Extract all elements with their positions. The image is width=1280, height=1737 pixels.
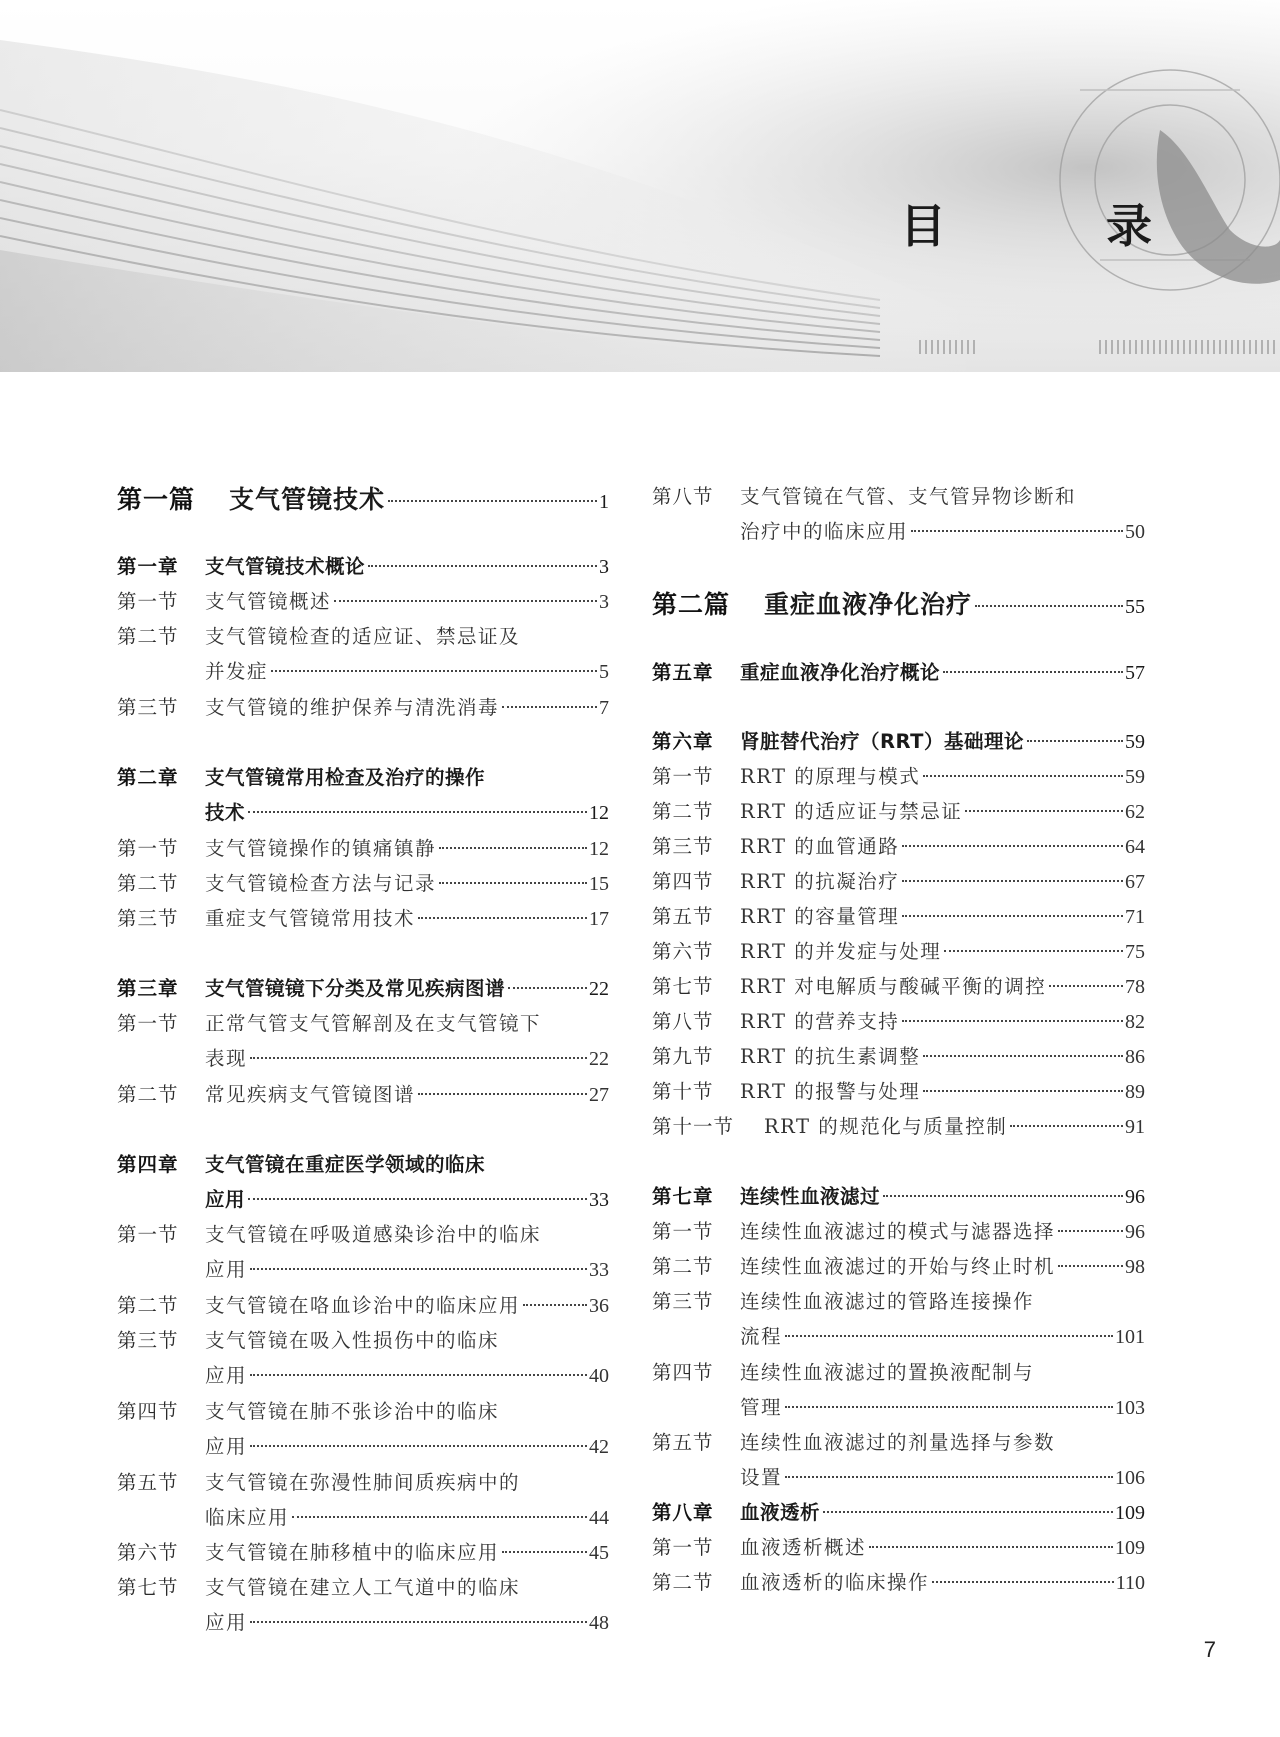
toc-title-line1: 支气管镜在肺不张诊治中的临床 bbox=[205, 1400, 500, 1423]
toc-title-line1: 支气管镜在建立人工气道中的临床 bbox=[205, 1576, 521, 1599]
toc-title: 支气管镜在肺移植中的临床应用 bbox=[205, 1541, 500, 1564]
toc-label: 第三节 bbox=[117, 1329, 179, 1352]
toc-page-number: 62 bbox=[1125, 801, 1145, 823]
toc-label: 第八节 bbox=[652, 485, 714, 508]
toc-leader-row bbox=[740, 1391, 1145, 1425]
toc-title: RRT 的血管通路 bbox=[740, 835, 900, 858]
toc-part bbox=[652, 585, 1145, 625]
toc-label: 第六章 bbox=[652, 730, 714, 753]
toc-leader-row bbox=[205, 902, 609, 936]
toc-title-line1: 支气管镜检查的适应证、禁忌证及 bbox=[205, 625, 521, 648]
leader-dots bbox=[1058, 1265, 1123, 1267]
leader-dots bbox=[785, 1406, 1113, 1408]
leader-dots bbox=[823, 1511, 1113, 1513]
toc-chapter bbox=[652, 725, 1145, 759]
leader-dots bbox=[248, 811, 587, 813]
toc-page-number: 75 bbox=[1125, 941, 1145, 963]
toc-title: 管理 bbox=[740, 1396, 783, 1419]
toc-leader-row bbox=[205, 655, 609, 689]
toc-label: 第二节 bbox=[117, 1294, 179, 1317]
toc-leader-row bbox=[205, 1359, 609, 1393]
toc-title-line1: 支气管镜在呼吸道感染诊治中的临床 bbox=[205, 1223, 542, 1246]
toc-page-number: 67 bbox=[1125, 871, 1145, 893]
toc-title: 重症血液净化治疗 bbox=[764, 590, 973, 619]
toc-label: 第二节 bbox=[652, 1255, 714, 1278]
toc-section bbox=[117, 691, 609, 725]
toc-section-line2 bbox=[117, 1042, 609, 1076]
toc-title-line1: 正常气管支气管解剖及在支气管镜下 bbox=[205, 1012, 542, 1035]
leader-dots bbox=[902, 845, 1123, 847]
toc-leader-row bbox=[764, 585, 1145, 627]
page-number: 7 bbox=[1203, 1637, 1216, 1662]
toc-title-line1: 支气管镜在吸入性损伤中的临床 bbox=[205, 1329, 500, 1352]
leader-dots bbox=[943, 671, 1123, 673]
leader-dots bbox=[785, 1476, 1113, 1478]
toc-page-number: 42 bbox=[589, 1436, 609, 1458]
toc-label: 第二节 bbox=[652, 1571, 714, 1594]
leader-dots bbox=[250, 1268, 587, 1270]
toc-leader-row bbox=[764, 1110, 1145, 1144]
toc-section-line1 bbox=[117, 1571, 609, 1605]
toc-leader-row bbox=[740, 830, 1145, 864]
toc-label: 第四节 bbox=[652, 870, 714, 893]
toc-section-line2 bbox=[652, 1391, 1145, 1425]
toc-title-line1: 支气管镜在气管、支气管异物诊断和 bbox=[740, 485, 1077, 508]
toc-chapter-line1 bbox=[117, 1148, 609, 1182]
toc-chapter-line2 bbox=[117, 796, 609, 830]
leader-dots bbox=[248, 1198, 587, 1200]
leader-dots bbox=[975, 605, 1123, 607]
toc-leader-row bbox=[740, 1075, 1145, 1109]
leader-dots bbox=[923, 1055, 1123, 1057]
toc-title-line1: 支气管镜在弥漫性肺间质疾病中的 bbox=[205, 1471, 521, 1494]
toc-section bbox=[652, 1040, 1145, 1074]
leader-dots bbox=[250, 1374, 587, 1376]
toc-page-number: 44 bbox=[589, 1507, 609, 1529]
toc-title-line1: 连续性血液滤过的管路连接操作 bbox=[740, 1290, 1035, 1313]
toc-label: 第一章 bbox=[117, 555, 179, 578]
toc-label: 第五节 bbox=[117, 1471, 179, 1494]
toc-title: RRT 的容量管理 bbox=[740, 905, 900, 928]
toc-section-line1 bbox=[117, 1218, 609, 1252]
toc-page-number: 45 bbox=[589, 1542, 609, 1564]
toc-page-number: 33 bbox=[589, 1259, 609, 1281]
toc-label: 第八章 bbox=[652, 1501, 714, 1524]
toc-page-number: 55 bbox=[1125, 596, 1145, 618]
toc-label: 第三节 bbox=[117, 696, 179, 719]
toc-title: 肾脏替代治疗（RRT）基础理论 bbox=[740, 730, 1024, 753]
toc-page-number: 7 bbox=[599, 697, 609, 719]
leader-dots bbox=[439, 847, 587, 849]
toc-title: 支气管镜的维护保养与清洗消毒 bbox=[205, 696, 500, 719]
toc-title: RRT 对电解质与酸碱平衡的调控 bbox=[740, 975, 1047, 998]
toc-section bbox=[652, 830, 1145, 864]
leader-dots bbox=[869, 1546, 1113, 1548]
toc-page-number: 71 bbox=[1125, 906, 1145, 928]
toc-section-line1 bbox=[117, 1466, 609, 1500]
toc-label: 第四节 bbox=[117, 1400, 179, 1423]
toc-section-line1 bbox=[117, 1007, 609, 1041]
toc-section-line1 bbox=[652, 480, 1145, 514]
toc-page-number: 22 bbox=[589, 978, 609, 1000]
toc-section-line2 bbox=[117, 1359, 609, 1393]
toc-page-number: 98 bbox=[1125, 1256, 1145, 1278]
toc-leader-row bbox=[205, 1253, 609, 1287]
toc-page-number: 57 bbox=[1125, 662, 1145, 684]
toc-leader-row bbox=[740, 1461, 1145, 1495]
leader-dots bbox=[250, 1057, 587, 1059]
toc-label: 第二章 bbox=[117, 766, 179, 789]
leader-dots bbox=[388, 500, 597, 502]
toc-label: 第一节 bbox=[652, 1536, 714, 1559]
toc-title: 设置 bbox=[740, 1466, 783, 1489]
toc-leader-row bbox=[740, 1531, 1145, 1565]
toc-chapter bbox=[652, 656, 1145, 690]
toc-title: 治疗中的临床应用 bbox=[740, 520, 909, 543]
toc-label: 第七节 bbox=[117, 1576, 179, 1599]
toc-chapter-line2 bbox=[117, 1183, 609, 1217]
toc-title: RRT 的原理与模式 bbox=[740, 765, 921, 788]
toc-title: 重症血液净化治疗概论 bbox=[740, 661, 941, 684]
toc-section bbox=[117, 1289, 609, 1323]
toc-leader-row bbox=[740, 1320, 1145, 1354]
toc-title: RRT 的营养支持 bbox=[740, 1010, 900, 1033]
toc-section-line2 bbox=[652, 1320, 1145, 1354]
toc-page-number: 64 bbox=[1125, 836, 1145, 858]
toc-label: 第五节 bbox=[652, 1431, 714, 1454]
toc-title: 血液透析的临床操作 bbox=[740, 1571, 930, 1594]
leader-dots bbox=[271, 670, 597, 672]
toc-title: 应用 bbox=[205, 1435, 248, 1458]
toc-leader-row bbox=[740, 1496, 1145, 1530]
toc-title: 血液透析概述 bbox=[740, 1536, 867, 1559]
toc-page-number: 36 bbox=[589, 1295, 609, 1317]
toc-page-number: 22 bbox=[589, 1048, 609, 1070]
toc-label: 第一节 bbox=[117, 837, 179, 860]
toc-leader-row bbox=[205, 550, 609, 584]
leader-dots bbox=[368, 565, 597, 567]
toc-label: 第九节 bbox=[652, 1045, 714, 1068]
leader-dots bbox=[508, 987, 587, 989]
toc-section bbox=[117, 585, 609, 619]
toc-page-number: 96 bbox=[1125, 1221, 1145, 1243]
toc-title: 并发症 bbox=[205, 660, 269, 683]
toc-title: 应用 bbox=[205, 1188, 246, 1211]
leader-dots bbox=[334, 600, 597, 602]
toc-leader-row bbox=[740, 935, 1145, 969]
toc-leader-row bbox=[740, 1215, 1145, 1249]
toc-label: 第一节 bbox=[117, 590, 179, 613]
toc-title: 应用 bbox=[205, 1611, 248, 1634]
toc-label: 第三章 bbox=[117, 977, 179, 1000]
toc-title: 临床应用 bbox=[205, 1506, 290, 1529]
toc-title: 技术 bbox=[205, 801, 246, 824]
toc-leader-row bbox=[740, 1566, 1145, 1600]
toc-title: RRT 的适应证与禁忌证 bbox=[740, 800, 963, 823]
toc-leader-row bbox=[740, 865, 1145, 899]
toc-section bbox=[652, 935, 1145, 969]
toc-page-number: 1 bbox=[599, 491, 609, 513]
toc-section-line2 bbox=[117, 1606, 609, 1640]
toc-label: 第二节 bbox=[117, 625, 179, 648]
toc-page-number: 89 bbox=[1125, 1081, 1145, 1103]
toc-page-number: 110 bbox=[1115, 1572, 1145, 1594]
toc-page-number: 59 bbox=[1125, 766, 1145, 788]
toc-title: 支气管镜操作的镇痛镇静 bbox=[205, 837, 437, 860]
toc-label: 第一篇 bbox=[117, 485, 196, 514]
toc-section bbox=[117, 1536, 609, 1570]
toc-label: 第七章 bbox=[652, 1185, 714, 1208]
toc-section-line2 bbox=[652, 515, 1145, 549]
toc-label: 第三节 bbox=[652, 1290, 714, 1313]
toc-title: 流程 bbox=[740, 1325, 783, 1348]
toc-section-line2 bbox=[652, 1461, 1145, 1495]
page-title: 目 录 bbox=[899, 199, 1224, 253]
toc-leader-row bbox=[740, 1180, 1145, 1214]
toc-label: 第八节 bbox=[652, 1010, 714, 1033]
toc-label: 第一节 bbox=[117, 1012, 179, 1035]
toc-title-line1: 连续性血液滤过的剂量选择与参数 bbox=[740, 1431, 1056, 1454]
leader-dots bbox=[502, 706, 597, 708]
toc-label: 第十一节 bbox=[652, 1115, 735, 1138]
toc-page-number: 50 bbox=[1125, 521, 1145, 543]
leader-dots bbox=[911, 530, 1123, 532]
toc-leader-row bbox=[740, 656, 1145, 690]
toc-title: 连续性血液滤过的模式与滤器选择 bbox=[740, 1220, 1056, 1243]
toc-title: RRT 的报警与处理 bbox=[740, 1080, 921, 1103]
leader-dots bbox=[502, 1551, 587, 1553]
toc-label: 第一节 bbox=[652, 1220, 714, 1243]
toc-section-line2 bbox=[117, 1501, 609, 1535]
toc-leader-row bbox=[205, 1501, 609, 1535]
toc-page-number: 15 bbox=[589, 873, 609, 895]
toc-chapter bbox=[117, 972, 609, 1006]
toc-label: 第十节 bbox=[652, 1080, 714, 1103]
toc-page-number: 86 bbox=[1125, 1046, 1145, 1068]
leader-dots bbox=[902, 915, 1123, 917]
toc-leader-row bbox=[740, 970, 1145, 1004]
leader-dots bbox=[523, 1304, 587, 1306]
toc-section bbox=[117, 1078, 609, 1112]
toc-page-number: 101 bbox=[1115, 1326, 1145, 1348]
toc-title: 支气管镜检查方法与记录 bbox=[205, 872, 437, 895]
toc-section bbox=[652, 1110, 1145, 1144]
toc-leader-row bbox=[740, 515, 1145, 549]
toc-leader-row bbox=[205, 1606, 609, 1640]
leader-dots bbox=[965, 810, 1123, 812]
toc-label: 第二节 bbox=[652, 800, 714, 823]
leader-dots bbox=[1027, 740, 1123, 742]
toc-chapter bbox=[117, 550, 609, 584]
toc-chapter bbox=[652, 1180, 1145, 1214]
toc-leader-row bbox=[740, 900, 1145, 934]
toc-page-number: 91 bbox=[1125, 1116, 1145, 1138]
toc-leader-row bbox=[205, 1042, 609, 1076]
toc-section bbox=[652, 900, 1145, 934]
decorative-background bbox=[0, 0, 1280, 372]
toc-section-line1 bbox=[652, 1426, 1145, 1460]
leader-dots bbox=[1010, 1125, 1123, 1127]
toc-leader-row bbox=[205, 972, 609, 1006]
toc-label: 第四章 bbox=[117, 1153, 179, 1176]
toc-section bbox=[652, 795, 1145, 829]
toc-leader-row bbox=[205, 691, 609, 725]
toc-title-line1: 支气管镜在重症医学领域的临床 bbox=[205, 1153, 486, 1176]
toc-label: 第二节 bbox=[117, 872, 179, 895]
toc-page-number: 78 bbox=[1125, 976, 1145, 998]
toc-leader-row bbox=[205, 1078, 609, 1112]
toc-leader-row bbox=[229, 480, 609, 522]
toc-section bbox=[652, 1075, 1145, 1109]
leader-dots bbox=[923, 775, 1123, 777]
toc-section bbox=[652, 1566, 1145, 1600]
leader-dots bbox=[250, 1621, 587, 1623]
toc-part bbox=[117, 480, 609, 520]
toc-leader-row bbox=[740, 1040, 1145, 1074]
toc-section bbox=[117, 867, 609, 901]
toc-page-number: 109 bbox=[1115, 1502, 1145, 1524]
toc-label: 第二篇 bbox=[652, 590, 731, 619]
toc-title: 重症支气管镜常用技术 bbox=[205, 907, 416, 930]
leader-dots bbox=[418, 1093, 587, 1095]
toc-section-line2 bbox=[117, 655, 609, 689]
toc-section bbox=[652, 1215, 1145, 1249]
toc-label: 第一节 bbox=[652, 765, 714, 788]
toc-title: RRT 的抗生素调整 bbox=[740, 1045, 921, 1068]
toc-label: 第一节 bbox=[117, 1223, 179, 1246]
toc-page-number: 82 bbox=[1125, 1011, 1145, 1033]
toc-title: 表现 bbox=[205, 1047, 248, 1070]
toc-page-number: 5 bbox=[599, 661, 609, 683]
leader-dots bbox=[883, 1195, 1123, 1197]
toc-title: RRT 的并发症与处理 bbox=[740, 940, 942, 963]
leader-dots bbox=[439, 882, 587, 884]
toc-leader-row bbox=[205, 867, 609, 901]
toc-section-line1 bbox=[117, 1395, 609, 1429]
toc-label: 第五章 bbox=[652, 661, 714, 684]
toc-section bbox=[652, 760, 1145, 794]
toc-title: 连续性血液滤过的开始与终止时机 bbox=[740, 1255, 1056, 1278]
toc-leader-row bbox=[205, 796, 609, 830]
toc-label: 第七节 bbox=[652, 975, 714, 998]
toc-label: 第四节 bbox=[652, 1361, 714, 1384]
toc-page-number: 3 bbox=[599, 591, 609, 613]
toc-section-line1 bbox=[652, 1285, 1145, 1319]
leader-dots bbox=[902, 880, 1123, 882]
toc-leader-row bbox=[740, 725, 1145, 759]
leader-dots bbox=[902, 1020, 1123, 1022]
leader-dots bbox=[1058, 1230, 1123, 1232]
toc-section bbox=[652, 970, 1145, 1004]
toc-chapter bbox=[652, 1496, 1145, 1530]
toc-label: 第六节 bbox=[117, 1541, 179, 1564]
toc-page-number: 3 bbox=[599, 556, 609, 578]
toc-leader-row bbox=[205, 1430, 609, 1464]
toc-leader-row bbox=[740, 760, 1145, 794]
toc-section-line1 bbox=[117, 620, 609, 654]
toc-section-line1 bbox=[117, 1324, 609, 1358]
toc-page-number: 33 bbox=[589, 1189, 609, 1211]
toc-label: 第五节 bbox=[652, 905, 714, 928]
toc-section bbox=[117, 832, 609, 866]
toc-section bbox=[652, 1005, 1145, 1039]
leader-dots bbox=[418, 917, 587, 919]
toc-label: 第三节 bbox=[652, 835, 714, 858]
toc-title-line1: 连续性血液滤过的置换液配制与 bbox=[740, 1361, 1035, 1384]
header-banner bbox=[0, 0, 1280, 372]
leader-dots bbox=[250, 1445, 587, 1447]
toc-leader-row bbox=[740, 1005, 1145, 1039]
toc-leader-row bbox=[740, 1250, 1145, 1284]
toc-label: 第三节 bbox=[117, 907, 179, 930]
toc-title: 支气管镜技术概论 bbox=[205, 555, 366, 578]
toc-label: 第六节 bbox=[652, 940, 714, 963]
leader-dots bbox=[785, 1335, 1113, 1337]
leader-dots bbox=[292, 1516, 587, 1518]
toc-title: 支气管镜在咯血诊治中的临床应用 bbox=[205, 1294, 521, 1317]
toc-chapter-line1 bbox=[117, 761, 609, 795]
toc-page-number: 27 bbox=[589, 1084, 609, 1106]
toc-section-line1 bbox=[652, 1356, 1145, 1390]
toc-page-number: 96 bbox=[1125, 1186, 1145, 1208]
toc-title: RRT 的抗凝治疗 bbox=[740, 870, 900, 893]
toc-leader-row bbox=[205, 832, 609, 866]
toc-label: 第二节 bbox=[117, 1083, 179, 1106]
toc-title: 应用 bbox=[205, 1364, 248, 1387]
toc-section bbox=[652, 1250, 1145, 1284]
toc-leader-row bbox=[740, 795, 1145, 829]
toc-title: 连续性血液滤过 bbox=[740, 1185, 881, 1208]
toc-title: 支气管镜概述 bbox=[205, 590, 332, 613]
toc-title: 支气管镜镜下分类及常见疾病图谱 bbox=[205, 977, 506, 1000]
toc-page-number: 40 bbox=[589, 1365, 609, 1387]
toc-leader-row bbox=[205, 1183, 609, 1217]
toc-section bbox=[652, 1531, 1145, 1565]
toc-page-number: 12 bbox=[589, 802, 609, 824]
toc-page-number: 106 bbox=[1115, 1467, 1145, 1489]
toc-page-number: 103 bbox=[1115, 1397, 1145, 1419]
leader-dots bbox=[1049, 985, 1123, 987]
toc-title-line1: 支气管镜常用检查及治疗的操作 bbox=[205, 766, 486, 789]
toc-page-number: 17 bbox=[589, 908, 609, 930]
toc-title: 血液透析 bbox=[740, 1501, 821, 1524]
toc-title: RRT 的规范化与质量控制 bbox=[764, 1115, 1008, 1138]
toc-leader-row bbox=[205, 1536, 609, 1570]
toc-page-number: 12 bbox=[589, 838, 609, 860]
toc-page-number: 109 bbox=[1115, 1537, 1145, 1559]
toc-section-line2 bbox=[117, 1253, 609, 1287]
toc-title: 应用 bbox=[205, 1258, 248, 1281]
toc-leader-row bbox=[205, 1289, 609, 1323]
toc-section bbox=[652, 865, 1145, 899]
leader-dots bbox=[944, 950, 1123, 952]
toc-leader-row bbox=[205, 585, 609, 619]
toc-section-line2 bbox=[117, 1430, 609, 1464]
leader-dots bbox=[923, 1090, 1123, 1092]
toc-page-number: 59 bbox=[1125, 731, 1145, 753]
toc-page-number: 48 bbox=[589, 1612, 609, 1634]
toc-title: 支气管镜技术 bbox=[229, 485, 386, 514]
toc-section bbox=[117, 902, 609, 936]
toc-title: 常见疾病支气管镜图谱 bbox=[205, 1083, 416, 1106]
leader-dots bbox=[932, 1581, 1114, 1583]
